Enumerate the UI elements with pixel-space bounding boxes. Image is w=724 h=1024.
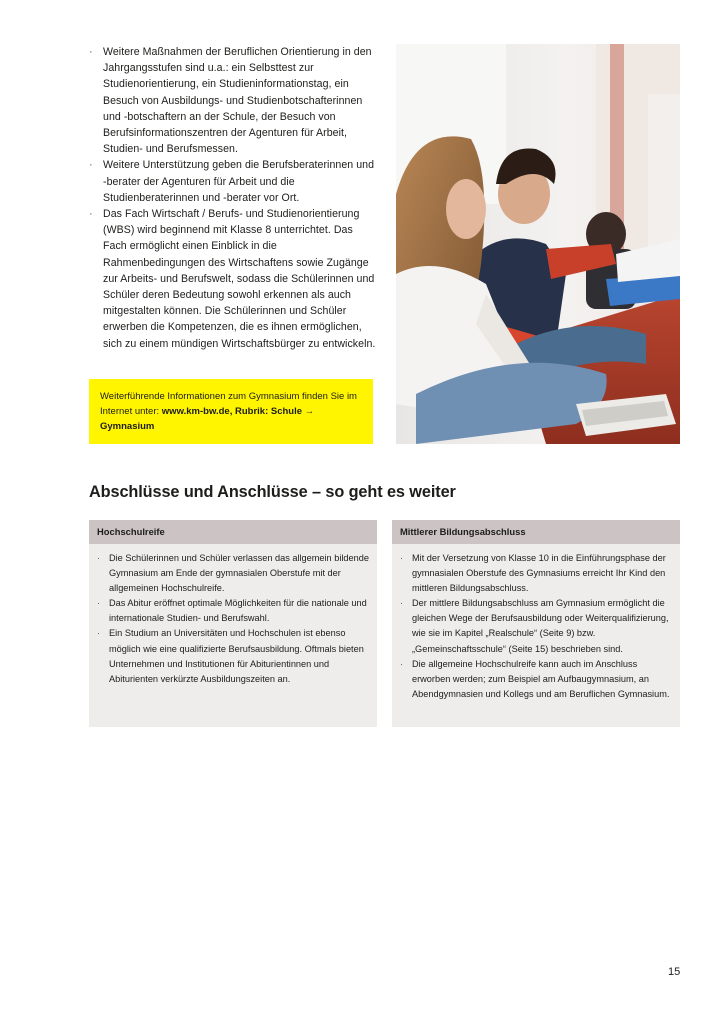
page-number: 15: [668, 966, 681, 978]
info-box-text: Weiterführende Informationen zum Gymnasium finden Sie im Internet unter:: [100, 391, 357, 417]
info-box: [89, 379, 373, 444]
column-bullet: · Die allgemeine Hochschulreife kann auch im Anschluss erworben werden; zum Beispiel am Aufbaugymnasium, an Abendgymnasien und Kollegs und am Beruflichen Gymnasium.: [400, 657, 672, 702]
column-bullet: · Ein Studium an Universitäten und Hochschulen ist ebenso möglich wie eine qualifizierte Berufsausbildung. Oftmals bieten Unternehmen und Institutionen für Abiturientinnen und Abiturienten verkürzte Ausbildungszeiten an.: [97, 626, 369, 686]
column-body: [89, 544, 377, 727]
column-bullet: · Der mittlere Bildungsabschluss am Gymnasium ermöglicht die gleichen Wege der Berufsausbildung oder Weiterqualifizierung, wie sie im Kapitel „Realschule“ (Seite 9) bzw. „Gemeinschaftsschule“ (Seite 15) beschrieben sind.: [400, 596, 672, 656]
section-heading: Abschlüsse und Anschlüsse – so geht es weiter: [89, 483, 456, 501]
students-photo: [396, 44, 680, 444]
intro-bullet: · Das Fach Wirtschaft / Berufs- und Studienorientierung (WBS) wird beginnend mit Klasse 8 unterrichtet. Das Fach ermöglicht einen Einblick in die Rahmenbedingungen des Wirtschaftens sowie Zugänge zur Arbeits- und Berufswelt, sodass die Schülerinnen und Schüler deren Bedeutung sowohl erkennen als auch mitgestalten können. Die Schülerinnen und Schüler erwerben die Kompetenzen, die es ihnen ermöglichen, sich zu einem mündigen Wirtschaftsbürger zu entwickeln.: [89, 206, 379, 352]
intro-bullet: · Weitere Maßnahmen der Beruflichen Orientierung in den Jahrgangsstufen sind u.a.: ein Selbsttest zur Studienorientierung, ein Studieninformationstag, ein Besuch von Ausbildungs- und Studienbotschafterinnen und -botschaftern an der Schule, der Besuch von Berufsinformationszentren der Agenturen für Arbeit, Studien- und Berufsmessen.: [89, 44, 379, 157]
column-bullet-list: [97, 551, 369, 687]
column-bullet: · Das Abitur eröffnet optimale Möglichkeiten für die nationale und internationale Studien- und Berufswahl.: [97, 596, 369, 626]
column-body: [392, 544, 680, 727]
hochschulreife-column: [89, 520, 377, 727]
intro-bullet-list: [89, 44, 379, 352]
column-title: Hochschulreife: [89, 520, 377, 544]
intro-bullet: · Weitere Unterstützung geben die Berufsberaterinnen und -berater der Agenturen für Arbeit und die Studienberaterinnen und -berater vor Ort.: [89, 157, 379, 206]
students-photo-image: [396, 44, 680, 444]
column-title: Mittlerer Bildungsabschluss: [392, 520, 680, 544]
column-bullet: · Mit der Versetzung von Klasse 10 in die Einführungsphase der gymnasialen Oberstufe des Gymnasiums erreicht Ihr Kind den mittleren Bildungsabschluss.: [400, 551, 672, 596]
column-bullet-list: [400, 551, 672, 702]
info-box-link[interactable]: www.km-bw.de, Rubrik: Schule → Gymnasium: [100, 406, 315, 432]
column-bullet: · Die Schülerinnen und Schüler verlassen das allgemein bildende Gymnasium am Ende der gymnasialen Oberstufe mit der allgemeinen Hochschulreife.: [97, 551, 369, 596]
mittlerer-bildungsabschluss-column: [392, 520, 680, 727]
